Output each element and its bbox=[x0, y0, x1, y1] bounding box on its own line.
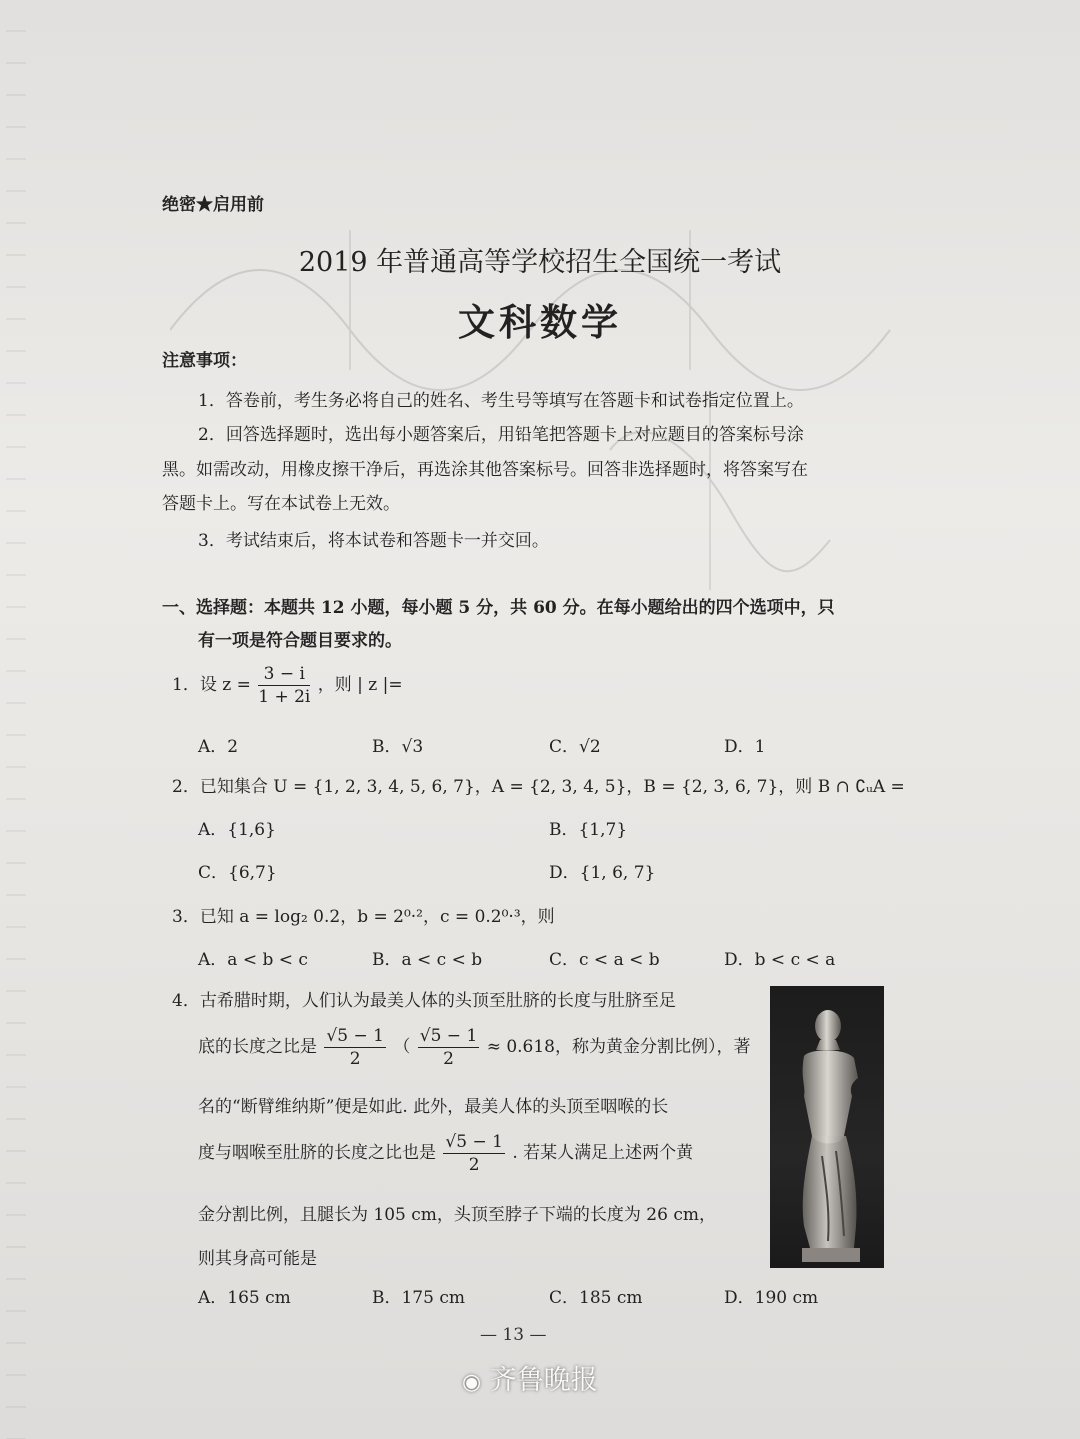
watermark-text: 齐鲁晚报 bbox=[489, 1365, 598, 1396]
question-2-stem: 2．已知集合 U = {1, 2, 3, 4, 5, 6, 7}，A = {2, 3, 4, 5}，B = {2, 3, 6, 7}，则 B ∩ ∁ᵤA = bbox=[172, 777, 905, 797]
question-3-stem: 3．已知 a = log₂ 0.2，b = 2⁰·²，c = 0.2⁰·³，则 bbox=[172, 907, 555, 927]
q1-denominator: 1 + 2i bbox=[258, 687, 311, 707]
q3-option-a: A．a < b < c bbox=[198, 950, 308, 970]
q4-option-d: D．190 cm bbox=[724, 1288, 819, 1308]
q4-line2-pre: 底的长度之比是 bbox=[198, 1037, 317, 1057]
q2-option-b: B．{1,7} bbox=[549, 820, 628, 840]
weibo-icon: ◉ bbox=[462, 1370, 482, 1395]
q3-option-b: B．a < c < b bbox=[372, 950, 483, 970]
q2-option-c: C．{6,7} bbox=[198, 863, 277, 883]
question-1-stem bbox=[172, 660, 403, 710]
section-heading-line2: 有一项是符合题目要求的。 bbox=[198, 631, 402, 651]
q4-line6: 则其身高可能是 bbox=[198, 1249, 317, 1269]
notes-item-1: 1．答卷前，考生务必将自己的姓名、考生号等填写在答题卡和试卷指定位置上。 bbox=[198, 391, 804, 411]
q4-line3: 名的“断臂维纳斯”便是如此. 此外，最美人体的头顶至咽喉的长 bbox=[198, 1097, 669, 1117]
q4-line5: 金分割比例，且腿长为 105 cm，头顶至脖子下端的长度为 26 cm， bbox=[198, 1205, 716, 1225]
q4-option-c: C．185 cm bbox=[549, 1288, 643, 1308]
q3-option-c: C．c < a < b bbox=[549, 950, 660, 970]
notes-heading: 注意事项： bbox=[162, 351, 247, 371]
notes-item-2-line2: 黑。如需改动，用橡皮擦干净后，再选涂其他答案标号。回答非选择题时，将答案写在 bbox=[162, 460, 808, 480]
venus-de-milo-photo bbox=[770, 986, 884, 1268]
binding-edge bbox=[6, 0, 26, 1439]
q4-line2-mid: （ bbox=[393, 1037, 411, 1057]
q1-suffix: ，则 | z |= bbox=[317, 675, 403, 695]
q2-option-a: A．{1,6} bbox=[198, 820, 276, 840]
page-number: — 13 — bbox=[480, 1325, 547, 1345]
golden-ratio-fraction-1 bbox=[324, 1025, 386, 1070]
q1-option-b: B．√3 bbox=[372, 737, 424, 757]
notes-item-2-line3: 答题卡上。写在本试卷上无效。 bbox=[162, 494, 400, 514]
q4-line2 bbox=[198, 1022, 751, 1072]
q1-numerator: 3 − i bbox=[258, 663, 310, 686]
section-heading-line1: 一、选择题：本题共 12 小题，每小题 5 分，共 60 分。在每小题给出的四个选项中，只 bbox=[162, 598, 835, 618]
secret-label: 绝密★启用前 bbox=[162, 195, 264, 215]
q4-line2-post: ≈ 0.618，称为黄金分割比例），著 bbox=[486, 1037, 751, 1057]
q4-option-b: B．175 cm bbox=[372, 1288, 465, 1308]
q4-line4-post: . 若某人满足上述两个黄 bbox=[512, 1143, 694, 1163]
notes-item-2-line1: 2．回答选择题时，选出每小题答案后，用铅笔把答题卡上对应题目的答案标号涂 bbox=[198, 425, 804, 445]
q4-line4-pre: 度与咽喉至肚脐的长度之比也是 bbox=[198, 1143, 436, 1163]
golden-ratio-numerator-2: √5 − 1 bbox=[419, 1026, 478, 1046]
q1-fraction bbox=[258, 663, 310, 708]
q3-option-d: D．b < c < a bbox=[724, 950, 836, 970]
q1-option-c: C．√2 bbox=[549, 737, 601, 757]
weibo-watermark bbox=[462, 1358, 598, 1397]
q1-option-d: D．1 bbox=[724, 737, 766, 757]
subject-title: 文科数学 bbox=[458, 300, 622, 344]
golden-ratio-denominator-3: 2 bbox=[468, 1155, 480, 1175]
q2-option-d: D．{1, 6, 7} bbox=[549, 863, 656, 883]
notes-item-3: 3．考试结束后，将本试卷和答题卡一并交回。 bbox=[198, 531, 549, 551]
golden-ratio-fraction-3 bbox=[443, 1131, 505, 1176]
golden-ratio-numerator-3: √5 − 1 bbox=[445, 1132, 503, 1152]
golden-ratio-numerator-1: √5 − 1 bbox=[326, 1026, 384, 1046]
golden-ratio-fraction-2 bbox=[418, 1025, 480, 1070]
q4-line1: 4．古希腊时期，人们认为最美人体的头顶至肚脐的长度与肚脐至足 bbox=[172, 991, 676, 1011]
q1-option-a: A．2 bbox=[198, 737, 239, 757]
q4-line4 bbox=[198, 1128, 693, 1178]
golden-ratio-denominator-2: 2 bbox=[443, 1049, 454, 1069]
statue-silhouette bbox=[770, 986, 884, 1268]
golden-ratio-denominator-1: 2 bbox=[349, 1049, 361, 1069]
exam-title: 2019 年普通高等学校招生全国统一考试 bbox=[298, 247, 782, 278]
q4-option-a: A．165 cm bbox=[198, 1288, 291, 1308]
q1-prefix: 1．设 z = bbox=[172, 675, 251, 695]
